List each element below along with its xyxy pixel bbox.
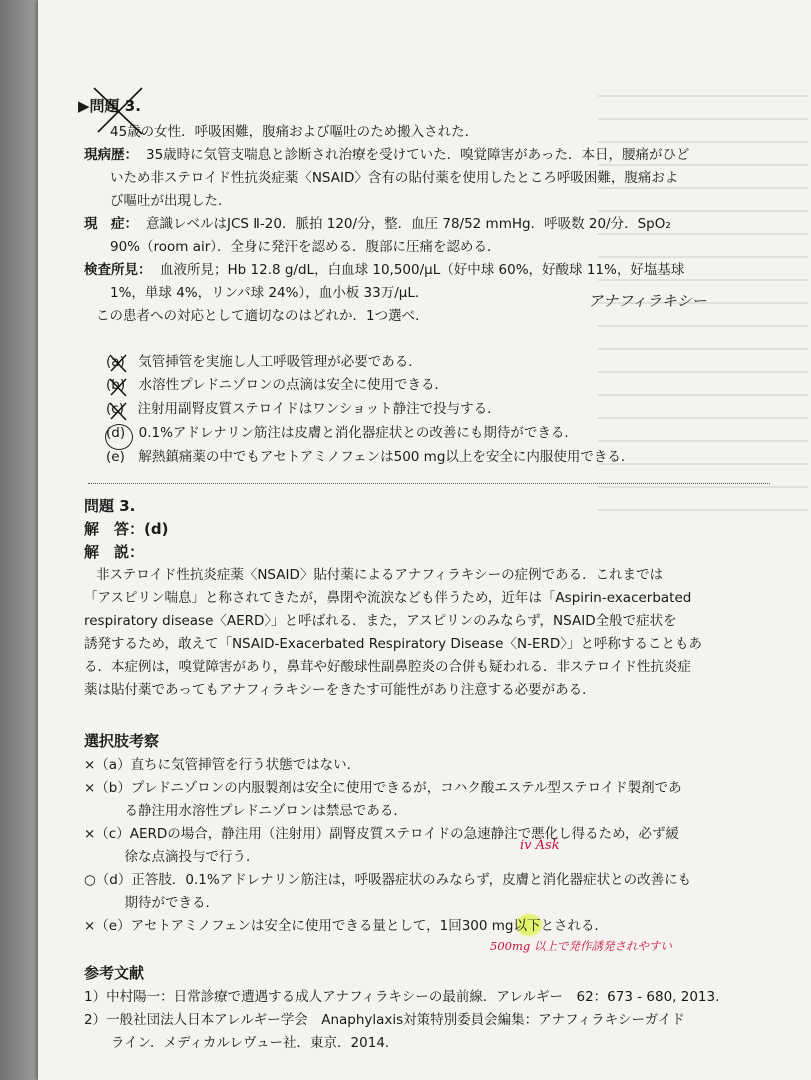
explanation-line-4: 誘発するため，敢えて「NSAID-Exacerbated Respiratory Disease〈N-ERD〉」と呼称することもあ [84,636,702,652]
explanation-line-1: 非ステロイド性抗炎症薬〈NSAID〉貼付薬によるアナフィラキシーの症例である．これまでは [96,567,664,583]
review-d-2: 期待ができる． [84,895,219,911]
review-b-1: ×（b）プレドニゾロンの内服製剤は安全に使用できるが，コハク酸エステル型ステロイド製剤であ [84,780,682,796]
cross-marks-options [106,352,132,422]
option-c: (c) 注射用副腎皮質ステロイドはワンショット静注で投与する． [106,401,501,417]
review-c-1: ×（c）AERDの場合，静注用（注射用）副腎皮質ステロイドの急速静注で悪化し得るため，必ず緩 [84,826,680,842]
option-e: (e) 解熱鎮痛薬の中でもアセトアミノフェンは500 mg以上を安全に内服使用できる． [106,449,635,465]
explanation-line-2: 「アスピリン喘息」と称されてきたが，鼻閉や流涙なども伴うため，近年は「Aspirin-exacerbated [84,590,692,606]
review-d-1: ○（d）正答肢．0.1%アドレナリン筋注は，呼吸器症状のみならず，皮膚と消化器症状との改善にも [84,872,692,888]
answer-title: 問題 3. [84,497,136,515]
option-b: (b) 水溶性プレドニゾロンの点滴は安全に使用できる． [106,377,449,393]
references-title: 参考文献 [84,964,145,982]
history-line-2: いため非ステロイド性抗炎症薬〈NSAID〉含有の貼付薬を使用したところ呼吸困難，腹痛およ [110,170,679,186]
book-left-edge [0,0,38,1080]
question-prompt: この患者への対応として適切なのはどれか．1つ選べ． [96,308,429,324]
history-line-3: び嘔吐が出現した． [110,193,232,209]
answer-label: 解 答：(d) [84,520,169,538]
lab-label: 検査所見： [84,262,152,278]
explanation-line-6: 薬は貼付薬であってもアナフィラキシーをきたす可能性があり注意する必要がある． [84,682,596,698]
handwritten-500mg-note: 500mg 以上で発作誘発されやすい [490,939,672,953]
option-d: (d) 0.1%アドレナリン筋注は皮膚と消化器症状との改善にも期待ができる． [106,425,578,441]
review-c-2: 徐な点滴投与で行う． [84,849,260,865]
circle-mark-option-d [105,424,133,450]
history-line-1: 35歳時に気管支喘息と診断され治療を受けていた．嗅覚障害があった．本日，腰痛がひど [146,147,690,163]
symptom-line-2: 90%（room air）．全身に発汗を認める．腹部に圧痛を認める． [110,239,501,255]
review-b-2: る静注用水溶性プレドニゾロンは禁忌である． [84,803,407,819]
option-a: (a) 気管挿管を実施し人工呼吸管理が必要である． [106,354,422,370]
choices-review-title: 選択肢考察 [84,732,160,750]
book-page [38,0,811,1080]
review-e: ×（e）アセトアミノフェンは安全に使用できる量として，1回300 mg以下とされる． [84,918,608,934]
reference-2-1: 2）一般社団法人日本アレルギー学会 Anaphylaxis対策特別委員会編集：アナフィラキシーガイド [84,1012,685,1028]
handwritten-anaphylaxis: アナフィラキシー [588,292,707,310]
symptom-label: 現 症： [84,216,138,232]
lab-line-1: 血液所見；Hb 12.8 g/dL，白血球 10,500/μL（好中球 60%，好酸球 11%，好塩基球 [160,262,685,278]
explanation-line-5: る．本症例は，嗅覚障害があり，鼻茸や好酸球性副鼻腔炎の合併も疑われる．非ステロイド性抗炎症 [84,659,691,675]
history-label: 現病歴： [84,147,138,163]
lab-line-2: 1%，単球 4%，リンパ球 24%），血小板 33万/μL． [110,285,429,301]
question-title: ▶問題 3. [78,97,141,115]
handwritten-iv-note: iv Ask [520,838,560,853]
section-divider [88,483,770,484]
review-a: ×（a）直ちに気管挿管を行う状態ではない． [84,757,361,773]
reference-2-2: ライン．メディカルレヴュー社．東京．2014. [84,1035,390,1051]
symptom-line-1: 意識レベルはJCS Ⅱ-20．脈拍 120/分，整．血圧 78/52 mmHg．呼吸数 20/分．SpO₂ [146,216,671,232]
case-text: 45歳の女性．呼吸困難，腹痛および嘔吐のため搬入された． [110,124,479,140]
explanation-line-3: respiratory disease〈AERD〉」と呼ばれる．また，アスピリンのみならず，NSAID全般で症状を [84,613,677,629]
reference-1: 1）中村陽一：日常診療で遭遇する成人アナフィラキシーの最前線．アレルギー 62：673 - 680, 2013. [84,989,720,1005]
explanation-label: 解 説： [84,543,145,561]
